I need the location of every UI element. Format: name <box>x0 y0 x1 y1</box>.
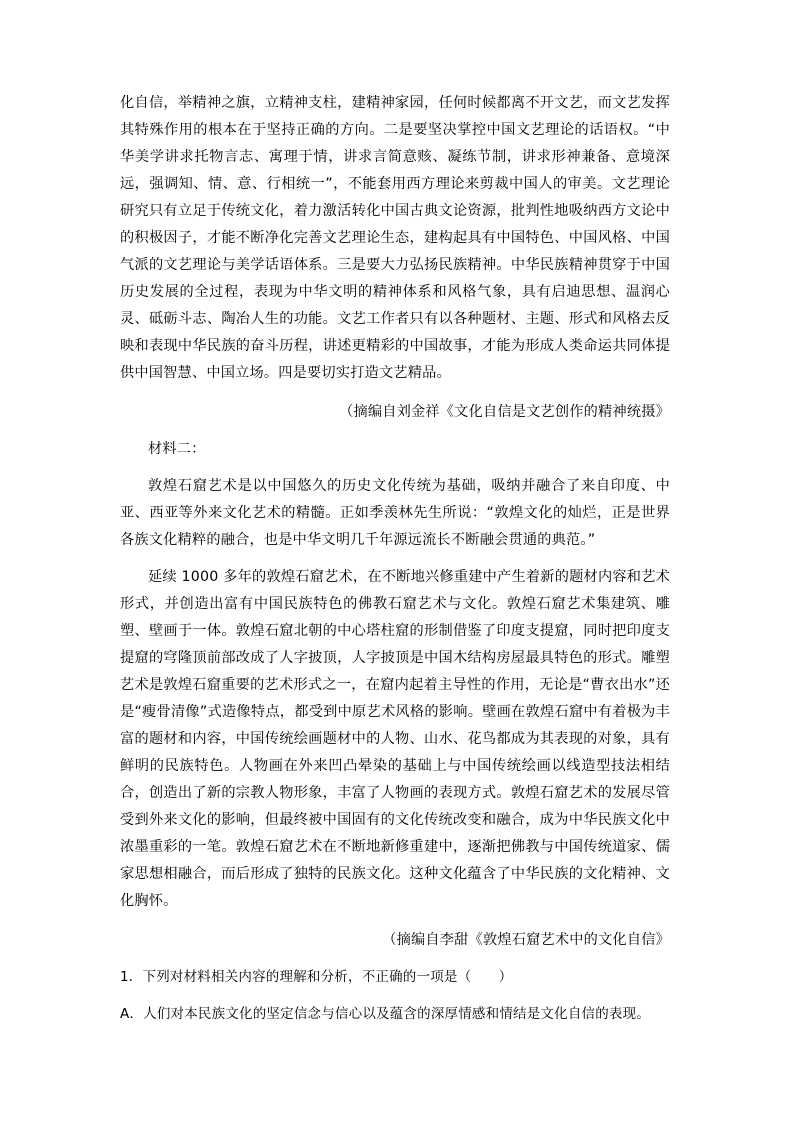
source-citation-liu: （摘编自刘金祥《文化自信是文艺创作的精神统摄》 <box>339 404 670 420</box>
question-one-option-a: A．人们对本民族文化的坚定信念与信心以及蕴含的深厚情感和情结是文化自信的表现。 <box>120 1006 651 1022</box>
paragraph-dunhuang-art: 延续 1000 多年的敦煌石窟艺术，在不断地兴修重建中产生着新的题材内容和艺术形式，并创造出富有中国民族特色的佛教石窟艺术与文化。敦煌石窟艺术集建筑、雕塑、壁画于一体。敦煌石窟北朝的中心塔柱窟的形制借鉴了印度支提窟，同时把印度支提窟的穹隆顶前部改成了人字披顶，人字披顶是中国木结构房屋最具特色的形式。雕塑艺术是敦煌石窟重要的艺术形式之一，在窟内起着主导性的作用，无论是“曹衣出水”还是“瘦骨清像”式造像特点，都受到中原艺术风格的影响。壁画在敦煌石窟中有着极为丰富的题材和内容，中国传统绘画题材中的人物、山水、花鸟都成为其表现的对象，具有鲜明的民族特色。人物画在外来凹凸晕染的基础上与中国传统绘画以线造型技法相结合，创造出了新的宗教人物形象，丰富了人物画的表现方式。敦煌石窟艺术的发展尽管受到外来文化的影响，但最终被中国固有的文化传统改变和融合，成为中华民族文化中浓墨重彩的一笔。敦煌石窟艺术在不断地新修重建中，逐渐把佛教与中国传统道家、儒家思想相融合，而后形成了独特的民族文化。这种文化蕴含了中华民族的文化精神、文化胸怀。 <box>120 569 670 909</box>
paragraph-cultural-confidence: 化自信，举精神之旗，立精神支柱，建精神家园，任何时候都离不开文艺，而文艺发挥其特殊作用的根本在于坚持正确的方向。二是要坚决掌控中国文艺理论的话语权。“中华美学讲求托物言志、寓理于情，讲求言简意赅、凝练节制，讲求形神兼备、意境深远，强调知、情、意、行相统一”，不能套用西方理论来剪裁中国人的审美。文艺理论研究只有立足于传统文化，着力激活转化中国古典文论资源，批判性地吸纳西方文论中的积极因子，才能不断净化完善文艺理论生态，建构起具有中国特色、中国风格、中国气派的文艺理论与美学话语体系。三是要大力弘扬民族精神。中华民族精神贯穿于中国历史发展的全过程，表现为中华文明的精神体系和风格气象，具有启迪思想、温润心灵、砥砺斗志、陶冶人生的功能。文艺工作者只有以各种题材、主题、形式和风格去反映和表现中华民族的奋斗历程，讲述更精彩的中国故事，才能为形成人类命运共同体提供中国智慧、中国立场。四是要切实打造文艺精品。 <box>120 95 670 381</box>
source-citation-li: （摘编自李甜《敦煌石窟艺术中的文化自信》 <box>382 932 670 948</box>
question-one: 1．下列对材料相关内容的理解和分析，不正确的一项是（ ） <box>120 969 513 985</box>
paragraph-dunhuang-intro: 敦煌石窟艺术是以中国悠久的历史文化传统为基础，吸纳并融合了来自印度、中亚、西亚等外来文化艺术的精髓。正如季羡林先生所说：“敦煌文化的灿烂，正是世界各族文化精粹的融合，也是中华文明几千年源远流长不断融会贯通的典范。” <box>120 478 670 548</box>
material-two-label: 材料二： <box>148 441 206 457</box>
document-body <box>120 90 670 1028</box>
